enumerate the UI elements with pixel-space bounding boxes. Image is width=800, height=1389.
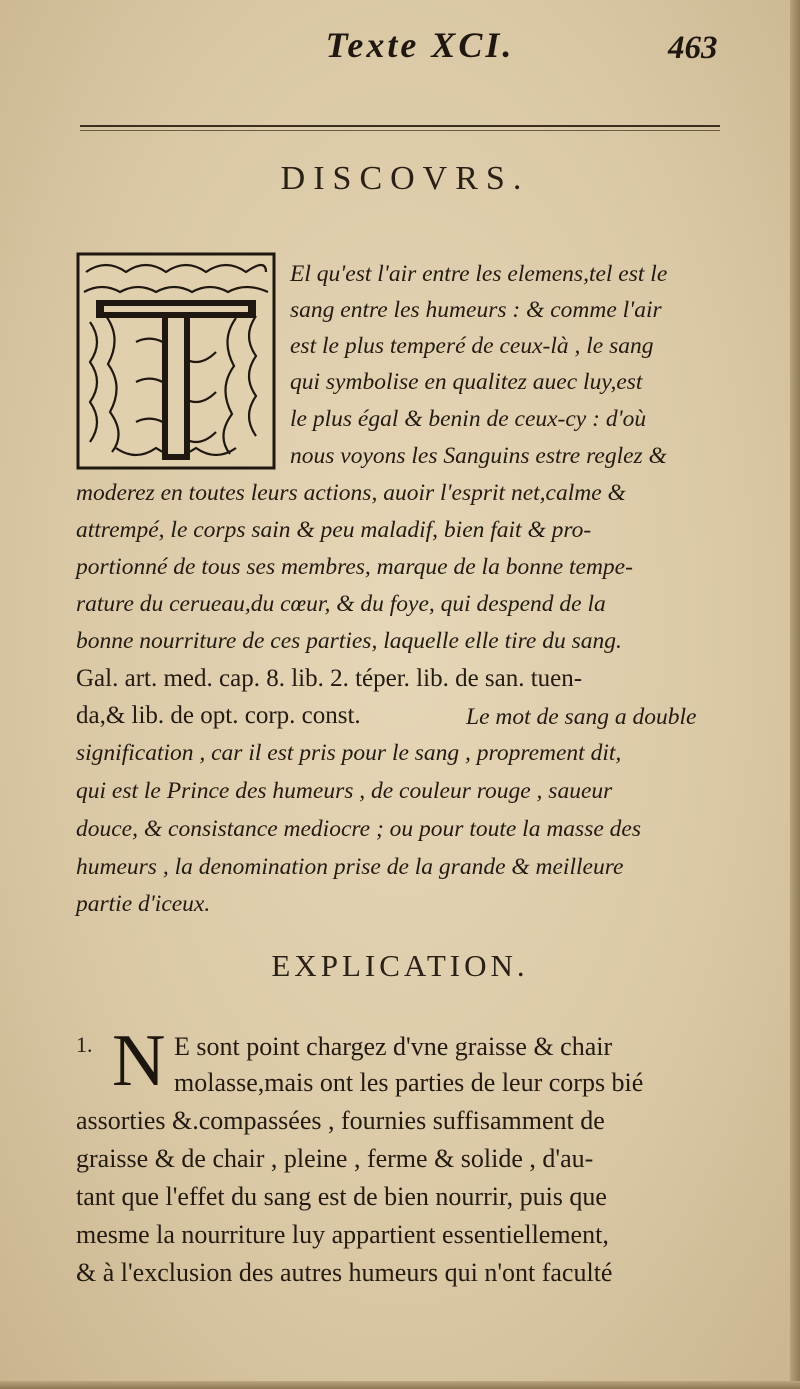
definition-line: humeurs , la denomination prise de la grande & meilleure bbox=[76, 854, 624, 880]
definition-line: signification , car il est pris pour le sang , proprement dit, bbox=[76, 740, 622, 766]
explication-line: & à l'exclusion des autres humeurs qui n'ont faculté bbox=[76, 1258, 613, 1287]
discours-line: portionné de tous ses membres, marque de la bonne tempe- bbox=[76, 554, 633, 580]
ornamental-dropcap-t-icon bbox=[76, 252, 276, 470]
discours-line: sang entre les humeurs : & comme l'air bbox=[290, 297, 662, 323]
item-number: 1. bbox=[76, 1032, 93, 1057]
definition-line: douce, & consistance mediocre ; ou pour toute la masse des bbox=[76, 816, 641, 842]
discours-heading: DISCOVRS. bbox=[280, 160, 530, 197]
discours-line: attrempé, le corps sain & peu maladif, bien fait & pro- bbox=[76, 517, 592, 543]
definition-line: Le mot de sang a double bbox=[466, 704, 697, 730]
discours-line: El qu'est l'air entre les elemens,tel est le bbox=[290, 261, 668, 287]
citation-line: Gal. art. med. cap. 8. lib. 2. téper. lib. de san. tuen- bbox=[76, 665, 583, 692]
explication-line: mesme la nourriture luy appartient essentiellement, bbox=[76, 1220, 609, 1249]
explication-line: assorties &.compassées , fournies suffisamment de bbox=[76, 1106, 605, 1135]
discours-line: qui symbolise en qualitez auec luy,est bbox=[290, 369, 643, 395]
header-rule-thin bbox=[80, 130, 720, 131]
explication-line: molasse,mais ont les parties de leur corps bié bbox=[174, 1068, 644, 1097]
discours-line: rature du cerueau,du cœur, & du foye, qui despend de la bbox=[76, 591, 606, 617]
discours-line: est le plus temperé de ceux-là , le sang bbox=[290, 333, 654, 359]
page-edge-bottom bbox=[0, 1381, 800, 1389]
discours-line: nous voyons les Sanguins estre reglez & bbox=[290, 443, 667, 469]
page-number: 463 bbox=[668, 30, 718, 66]
discours-line: le plus égal & benin de ceux-cy : d'où bbox=[290, 406, 647, 432]
explication-line: tant que l'effet du sang est de bien nourrir, puis que bbox=[76, 1182, 607, 1211]
page-edge bbox=[790, 0, 800, 1389]
running-head: Texte XCI. bbox=[325, 25, 515, 65]
explication-line: graisse & de chair , pleine , ferme & solide , d'au- bbox=[76, 1144, 594, 1173]
definition-line: qui est le Prince des humeurs , de couleur rouge , saueur bbox=[76, 778, 613, 804]
explication-heading: EXPLICATION. bbox=[271, 948, 529, 983]
header-rule bbox=[80, 125, 720, 127]
dropcap-letter: N bbox=[112, 1020, 166, 1102]
discours-line: moderez en toutes leurs actions, auoir l'esprit net,calme & bbox=[76, 480, 626, 506]
explication-line: E sont point chargez d'vne graisse & chair bbox=[174, 1032, 613, 1061]
citation-line: da,& lib. de opt. corp. const. bbox=[76, 702, 361, 729]
definition-line: partie d'iceux. bbox=[76, 891, 211, 917]
discours-line: bonne nourriture de ces parties, laquelle elle tire du sang. bbox=[76, 628, 622, 654]
